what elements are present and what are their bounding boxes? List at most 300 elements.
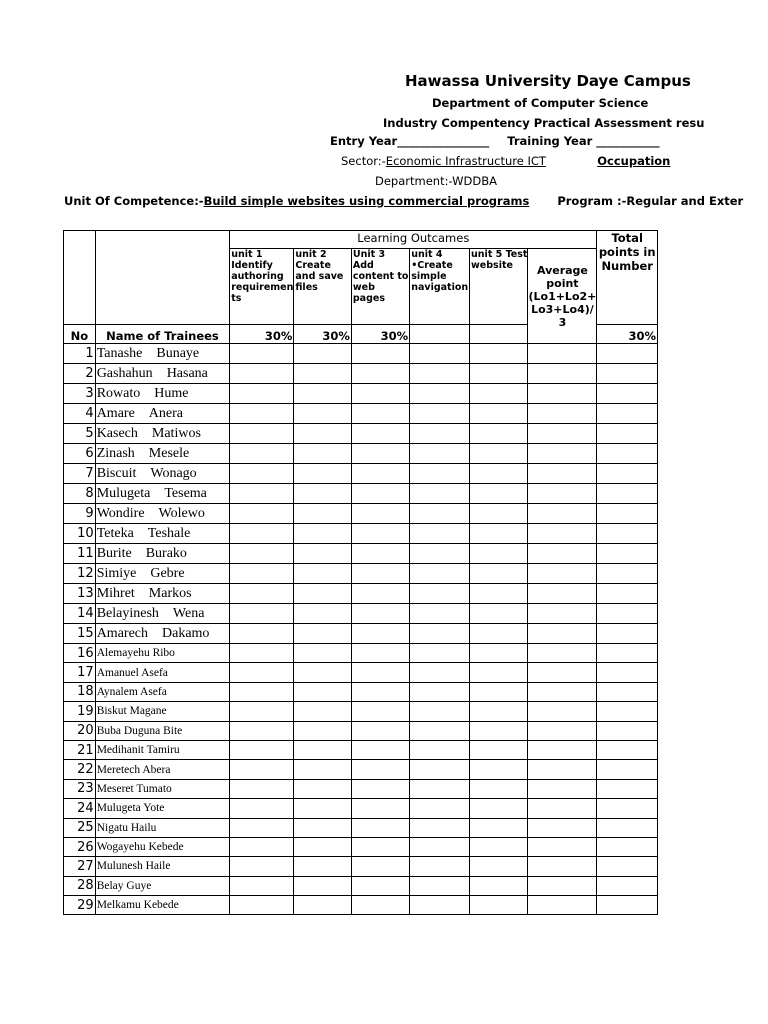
trainee-name-cell[interactable] [95, 837, 230, 856]
row-number-cell[interactable]: 10 [64, 524, 96, 544]
score-cell[interactable] [528, 504, 597, 524]
score-cell[interactable] [410, 604, 470, 624]
trainee-first-name: Amanuel Asefa [96, 666, 168, 679]
score-cell[interactable] [351, 344, 409, 364]
score-cell[interactable] [470, 464, 528, 484]
unit-value: Build simple websites using commercial programs [203, 194, 530, 208]
score-cell[interactable] [410, 624, 470, 644]
score-cell[interactable] [294, 564, 351, 584]
score-cell[interactable] [528, 384, 597, 404]
score-cell[interactable] [528, 644, 597, 663]
score-cell[interactable] [230, 464, 294, 484]
trainee-first-name: Melkamu Kebede [96, 899, 179, 912]
score-cell[interactable] [528, 682, 597, 701]
score-cell[interactable] [597, 584, 658, 604]
score-cell[interactable] [597, 702, 658, 721]
row-number-cell[interactable]: 3 [64, 384, 96, 404]
score-cell[interactable] [528, 404, 597, 424]
unit-2-weight: 30% [294, 325, 351, 344]
score-cell[interactable] [230, 702, 294, 721]
score-cell[interactable] [470, 857, 528, 876]
score-cell[interactable] [470, 760, 528, 779]
score-cell[interactable] [230, 564, 294, 584]
score-cell[interactable] [470, 444, 528, 464]
score-cell[interactable] [597, 663, 658, 682]
score-cell[interactable] [351, 837, 409, 856]
score-cell[interactable] [470, 896, 528, 915]
average-point-header: Average point (Lo1+Lo2+ Lo3+Lo4)/ 3 [528, 249, 597, 344]
score-cell[interactable] [597, 644, 658, 663]
score-cell[interactable] [470, 524, 528, 544]
score-cell[interactable] [294, 624, 351, 644]
row-number-cell[interactable]: 6 [64, 444, 96, 464]
row-number-cell[interactable]: 26 [64, 837, 96, 856]
score-cell[interactable] [410, 740, 470, 759]
row-number-cell[interactable]: 19 [64, 702, 96, 721]
university-title: Hawassa University Daye Campus [405, 72, 691, 90]
row-number-cell[interactable]: 11 [64, 544, 96, 564]
score-cell[interactable] [528, 663, 597, 682]
score-cell[interactable] [470, 779, 528, 798]
score-cell[interactable] [230, 484, 294, 504]
score-cell[interactable] [351, 604, 409, 624]
score-cell[interactable] [351, 702, 409, 721]
score-cell[interactable] [230, 876, 294, 895]
row-number-cell[interactable]: 17 [64, 663, 96, 682]
trainee-name-cell[interactable] [95, 624, 230, 644]
score-cell[interactable] [351, 624, 409, 644]
trainee-last-name: Anera [148, 405, 183, 421]
score-cell[interactable] [410, 779, 470, 798]
score-cell[interactable] [230, 740, 294, 759]
score-cell[interactable] [351, 857, 409, 876]
score-cell[interactable] [410, 564, 470, 584]
score-cell[interactable] [410, 896, 470, 915]
score-cell[interactable] [470, 837, 528, 856]
row-number-cell[interactable]: 21 [64, 740, 96, 759]
table-row [64, 544, 658, 564]
score-cell[interactable] [351, 896, 409, 915]
score-cell[interactable] [597, 564, 658, 584]
trainee-name-cell[interactable] [95, 544, 230, 564]
score-cell[interactable] [410, 404, 470, 424]
score-cell[interactable] [294, 682, 351, 701]
trainee-first-name: Belay Guye [96, 879, 152, 892]
score-cell[interactable] [294, 818, 351, 837]
score-cell[interactable] [351, 799, 409, 818]
score-cell[interactable] [528, 424, 597, 444]
score-cell[interactable] [597, 624, 658, 644]
score-cell[interactable] [230, 624, 294, 644]
score-cell[interactable] [410, 682, 470, 701]
score-cell[interactable] [528, 564, 597, 584]
row-number-cell[interactable]: 28 [64, 876, 96, 895]
row-number-cell[interactable]: 29 [64, 896, 96, 915]
score-cell[interactable] [294, 896, 351, 915]
score-cell[interactable] [528, 604, 597, 624]
table-row [64, 504, 658, 524]
score-cell[interactable] [351, 484, 409, 504]
unit-line [64, 194, 743, 208]
trainee-name-cell[interactable] [95, 760, 230, 779]
table-row [64, 837, 658, 856]
score-cell[interactable] [294, 663, 351, 682]
score-cell[interactable] [470, 504, 528, 524]
score-cell[interactable] [351, 404, 409, 424]
total-points-header: Total points in Number [597, 231, 658, 325]
row-number-cell[interactable]: 18 [64, 682, 96, 701]
score-cell[interactable] [470, 644, 528, 663]
table-row [64, 404, 658, 424]
table-row [64, 702, 658, 721]
trainee-name-cell[interactable] [95, 584, 230, 604]
trainee-last-name: Burako [145, 545, 187, 561]
score-cell[interactable] [410, 857, 470, 876]
score-cell[interactable] [294, 344, 351, 364]
trainee-name-cell[interactable] [95, 799, 230, 818]
trainee-name-cell[interactable] [95, 464, 230, 484]
score-cell[interactable] [597, 464, 658, 484]
score-cell[interactable] [294, 644, 351, 663]
trainee-first-name: Mihret [96, 585, 135, 601]
trainee-first-name: Amare [96, 405, 135, 421]
trainee-name-cell[interactable] [95, 740, 230, 759]
score-cell[interactable] [470, 740, 528, 759]
score-cell[interactable] [351, 644, 409, 663]
score-cell[interactable] [528, 524, 597, 544]
score-cell[interactable] [230, 896, 294, 915]
score-cell[interactable] [528, 779, 597, 798]
score-cell[interactable] [410, 721, 470, 740]
score-cell[interactable] [410, 364, 470, 384]
score-cell[interactable] [597, 740, 658, 759]
score-cell[interactable] [470, 484, 528, 504]
score-cell[interactable] [351, 818, 409, 837]
trainee-last-name: Bunaye [156, 345, 200, 361]
score-cell[interactable] [597, 876, 658, 895]
score-cell[interactable] [597, 799, 658, 818]
trainee-name-cell[interactable] [95, 344, 230, 364]
table-row [64, 857, 658, 876]
score-cell[interactable] [230, 818, 294, 837]
score-cell[interactable] [294, 424, 351, 444]
score-cell[interactable] [230, 837, 294, 856]
score-cell[interactable] [351, 584, 409, 604]
score-cell[interactable] [410, 876, 470, 895]
trainee-name-cell[interactable] [95, 876, 230, 895]
score-cell[interactable] [528, 702, 597, 721]
score-cell[interactable] [351, 524, 409, 544]
row-number-cell[interactable]: 27 [64, 857, 96, 876]
trainee-name-cell[interactable] [95, 424, 230, 444]
trainee-first-name: Wogayehu Kebede [96, 841, 184, 854]
score-cell[interactable] [528, 721, 597, 740]
score-cell[interactable] [528, 740, 597, 759]
score-cell[interactable] [470, 404, 528, 424]
score-cell[interactable] [470, 364, 528, 384]
score-cell[interactable] [597, 504, 658, 524]
trainee-name-cell[interactable] [95, 444, 230, 464]
score-cell[interactable] [410, 384, 470, 404]
row-number-cell[interactable]: 4 [64, 404, 96, 424]
score-cell[interactable] [597, 818, 658, 837]
score-cell[interactable] [230, 404, 294, 424]
trainee-first-name: Teteka [96, 525, 134, 541]
score-cell[interactable] [351, 663, 409, 682]
score-cell[interactable] [470, 604, 528, 624]
row-number-cell[interactable]: 22 [64, 760, 96, 779]
score-cell[interactable] [470, 564, 528, 584]
score-cell[interactable] [597, 444, 658, 464]
score-cell[interactable] [528, 624, 597, 644]
score-cell[interactable] [294, 384, 351, 404]
trainee-last-name: Matiwos [151, 425, 201, 441]
score-cell[interactable] [351, 876, 409, 895]
score-cell[interactable] [410, 584, 470, 604]
score-cell[interactable] [230, 644, 294, 663]
score-cell[interactable] [597, 837, 658, 856]
score-cell[interactable] [470, 818, 528, 837]
trainee-last-name: Tesema [164, 485, 207, 501]
score-cell[interactable] [294, 404, 351, 424]
trainee-name-cell[interactable] [95, 702, 230, 721]
score-cell[interactable] [294, 721, 351, 740]
trainee-name-cell[interactable] [95, 663, 230, 682]
trainee-name-cell[interactable] [95, 564, 230, 584]
score-cell[interactable] [528, 876, 597, 895]
trainee-first-name: Simiye [96, 565, 137, 581]
score-cell[interactable] [597, 682, 658, 701]
score-cell[interactable] [470, 584, 528, 604]
score-cell[interactable] [294, 524, 351, 544]
row-number-cell[interactable]: 8 [64, 484, 96, 504]
score-cell[interactable] [230, 857, 294, 876]
score-cell[interactable] [294, 504, 351, 524]
score-cell[interactable] [528, 364, 597, 384]
score-cell[interactable] [294, 740, 351, 759]
row-number-cell[interactable]: 23 [64, 779, 96, 798]
score-cell[interactable] [470, 544, 528, 564]
score-cell[interactable] [294, 604, 351, 624]
row-number-cell[interactable]: 20 [64, 721, 96, 740]
row-number-cell[interactable]: 2 [64, 364, 96, 384]
score-cell[interactable] [597, 404, 658, 424]
trainee-last-name: Wonago [150, 465, 197, 481]
row-number-cell[interactable]: 7 [64, 464, 96, 484]
score-cell[interactable] [410, 818, 470, 837]
score-cell[interactable] [410, 504, 470, 524]
score-cell[interactable] [597, 760, 658, 779]
score-cell[interactable] [410, 663, 470, 682]
score-cell[interactable] [597, 344, 658, 364]
score-cell[interactable] [294, 857, 351, 876]
trainee-first-name: Rowato [96, 385, 141, 401]
score-cell[interactable] [351, 504, 409, 524]
score-cell[interactable] [410, 799, 470, 818]
score-cell[interactable] [597, 384, 658, 404]
row-number-cell[interactable]: 15 [64, 624, 96, 644]
score-cell[interactable] [351, 779, 409, 798]
score-cell[interactable] [597, 721, 658, 740]
score-cell[interactable] [528, 896, 597, 915]
score-cell[interactable] [294, 876, 351, 895]
score-cell[interactable] [470, 721, 528, 740]
score-cell[interactable] [470, 876, 528, 895]
score-cell[interactable] [528, 584, 597, 604]
score-cell[interactable] [230, 584, 294, 604]
score-cell[interactable] [294, 779, 351, 798]
score-cell[interactable] [294, 364, 351, 384]
score-cell[interactable] [470, 702, 528, 721]
score-cell[interactable] [597, 524, 658, 544]
trainee-name-cell[interactable] [95, 682, 230, 701]
score-cell[interactable] [351, 384, 409, 404]
score-cell[interactable] [528, 857, 597, 876]
trainee-last-name: Teshale [147, 525, 191, 541]
trainee-name-cell[interactable] [95, 484, 230, 504]
trainee-name-cell[interactable] [95, 504, 230, 524]
score-cell[interactable] [230, 779, 294, 798]
score-cell[interactable] [351, 740, 409, 759]
score-cell[interactable] [470, 424, 528, 444]
trainee-first-name: Biscuit [96, 465, 137, 481]
score-cell[interactable] [294, 760, 351, 779]
trainee-name-cell[interactable] [95, 364, 230, 384]
score-cell[interactable] [230, 544, 294, 564]
trainee-first-name: Biskut Magane [96, 705, 167, 718]
score-cell[interactable] [470, 624, 528, 644]
score-cell[interactable] [230, 384, 294, 404]
score-cell[interactable] [528, 799, 597, 818]
score-cell[interactable] [230, 799, 294, 818]
score-cell[interactable] [528, 344, 597, 364]
score-cell[interactable] [294, 544, 351, 564]
row-number-cell[interactable]: 1 [64, 344, 96, 364]
score-cell[interactable] [597, 484, 658, 504]
score-cell[interactable] [351, 721, 409, 740]
trainee-name-cell[interactable] [95, 818, 230, 837]
score-cell[interactable] [597, 779, 658, 798]
score-cell[interactable] [410, 837, 470, 856]
score-cell[interactable] [351, 564, 409, 584]
score-cell[interactable] [230, 760, 294, 779]
score-cell[interactable] [230, 721, 294, 740]
table-row [64, 584, 658, 604]
score-cell[interactable] [528, 444, 597, 464]
score-cell[interactable] [528, 837, 597, 856]
score-cell[interactable] [528, 760, 597, 779]
score-cell[interactable] [351, 464, 409, 484]
table-row [64, 682, 658, 701]
score-cell[interactable] [410, 444, 470, 464]
score-cell[interactable] [410, 544, 470, 564]
score-cell[interactable] [470, 682, 528, 701]
score-cell[interactable] [351, 444, 409, 464]
score-cell[interactable] [294, 464, 351, 484]
score-cell[interactable] [230, 524, 294, 544]
score-cell[interactable] [597, 544, 658, 564]
table-row [64, 663, 658, 682]
trainee-name-cell[interactable] [95, 779, 230, 798]
score-cell[interactable] [410, 760, 470, 779]
score-cell[interactable] [410, 464, 470, 484]
score-cell[interactable] [410, 344, 470, 364]
score-cell[interactable] [230, 604, 294, 624]
score-cell[interactable] [294, 702, 351, 721]
score-cell[interactable] [351, 364, 409, 384]
score-cell[interactable] [351, 682, 409, 701]
score-cell[interactable] [294, 837, 351, 856]
score-cell[interactable] [294, 484, 351, 504]
table-row [64, 484, 658, 504]
score-cell[interactable] [410, 702, 470, 721]
row-number-cell[interactable]: 16 [64, 644, 96, 663]
no-column-header: No [64, 325, 96, 344]
score-cell[interactable] [597, 604, 658, 624]
score-cell[interactable] [230, 682, 294, 701]
score-cell[interactable] [410, 484, 470, 504]
trainee-name-cell[interactable] [95, 644, 230, 663]
score-cell[interactable] [470, 344, 528, 364]
score-cell[interactable] [230, 444, 294, 464]
score-cell[interactable] [410, 424, 470, 444]
score-cell[interactable] [351, 760, 409, 779]
trainee-name-cell[interactable] [95, 384, 230, 404]
row-number-cell[interactable]: 5 [64, 424, 96, 444]
score-cell[interactable] [230, 364, 294, 384]
trainee-name-cell[interactable] [95, 404, 230, 424]
row-number-cell[interactable]: 13 [64, 584, 96, 604]
score-cell[interactable] [230, 424, 294, 444]
trainee-name-cell[interactable] [95, 604, 230, 624]
score-cell[interactable] [597, 364, 658, 384]
trainee-last-name: Hume [154, 385, 189, 401]
score-cell[interactable] [597, 857, 658, 876]
score-cell[interactable] [294, 584, 351, 604]
row-number-cell[interactable]: 14 [64, 604, 96, 624]
trainee-name-cell[interactable] [95, 524, 230, 544]
table-row [64, 364, 658, 384]
score-cell[interactable] [294, 799, 351, 818]
name-column-header: Name of Trainees [95, 325, 230, 344]
trainee-name-cell[interactable] [95, 857, 230, 876]
score-cell[interactable] [470, 384, 528, 404]
score-cell[interactable] [230, 504, 294, 524]
row-number-cell[interactable]: 25 [64, 818, 96, 837]
score-cell[interactable] [294, 444, 351, 464]
score-cell[interactable] [597, 424, 658, 444]
trainee-name-cell[interactable] [95, 721, 230, 740]
trainee-first-name: Meretech Abera [96, 763, 171, 776]
row-number-cell[interactable]: 24 [64, 799, 96, 818]
score-cell[interactable] [351, 424, 409, 444]
score-cell[interactable] [351, 544, 409, 564]
row-number-cell[interactable]: 12 [64, 564, 96, 584]
row-number-cell[interactable]: 9 [64, 504, 96, 524]
score-cell[interactable] [528, 484, 597, 504]
score-cell[interactable] [528, 544, 597, 564]
score-cell[interactable] [470, 799, 528, 818]
trainee-name-cell[interactable] [95, 896, 230, 915]
score-cell[interactable] [410, 524, 470, 544]
score-cell[interactable] [470, 663, 528, 682]
score-cell[interactable] [410, 644, 470, 663]
score-cell[interactable] [528, 464, 597, 484]
score-cell[interactable] [230, 344, 294, 364]
score-cell[interactable] [528, 818, 597, 837]
score-cell[interactable] [597, 896, 658, 915]
score-cell[interactable] [230, 663, 294, 682]
